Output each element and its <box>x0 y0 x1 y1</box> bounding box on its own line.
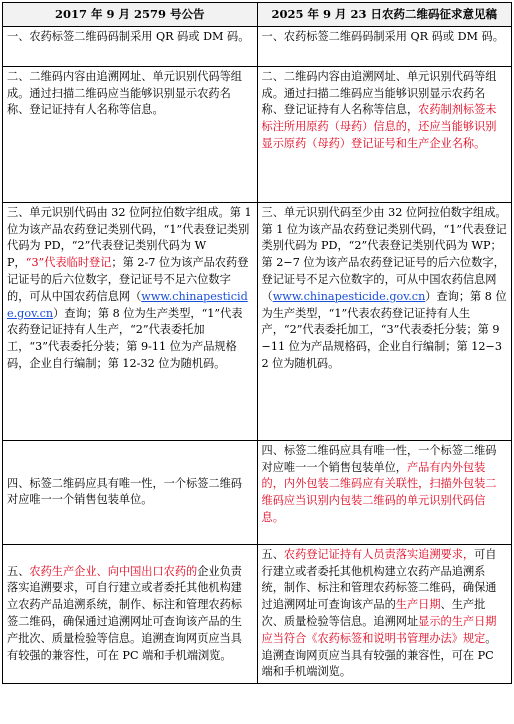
cell-text: 四、标签二维码应具有唯一性，一个标签二维码对应唯一一个销售包装单位。 <box>7 476 242 507</box>
cell-left <box>3 202 258 440</box>
comparison-table <box>2 2 512 684</box>
cell-text: ）查询；第 8 位为生产类型，“1”代表农药登记证持有人生产，“2”代表委托加工，“3”代表委托分装；第 9-11 位为产品规格码，企业自行编制；第 12-32 位为随机码。 <box>7 306 243 370</box>
cell-right <box>257 440 512 544</box>
cell-text: 。追溯查询网页应当具有较强的兼容性，可在 PC 端和手机端浏览。 <box>261 631 497 679</box>
cell-text: 一、农药标签二维码码制采用 QR 码或 DM 码。 <box>7 29 250 43</box>
cell-right <box>257 202 512 440</box>
cell-text: 三、单元识别代码至少由 32 位阿拉伯数字组成。第 1 位为该产品农药登记类别代码，“1”代表登记类别代码为 PD，“2”代表登记类别代码为 WP；第 2−7 位为该产品农药登记证号的后六位数字，登记证号不足六位数字的，可从中国农药信息网（ <box>261 205 507 303</box>
header-left: 2017 年 9 月 2579 号公告 <box>3 3 258 27</box>
cell-text: 一、农药标签二维码码制采用 QR 码或 DM 码。 <box>261 29 504 43</box>
table-row <box>3 26 512 66</box>
highlighted-text: 显示的生产日期应当符合《农药标签和说明书管理办法》规定 <box>261 614 497 645</box>
cell-text: 、生产批次、质量检验等信息。追溯网址 <box>261 598 486 628</box>
cell-text: 三、单元识别代码由 32 位阿拉伯数字组成。第 1 位为该产品农药登记类别代码，“1”代表登记类别代码为 PD，“2”代表登记类别代码为 WP， <box>7 205 252 270</box>
highlighted-text: 农药登记证持有人员责落实追溯要求， <box>283 547 475 561</box>
website-link[interactable]: www.chinapesticide.gov.cn <box>7 289 248 320</box>
table-row <box>3 440 512 544</box>
cell-left <box>3 440 258 544</box>
cell-right <box>257 66 512 202</box>
highlighted-text: 农药生产企业、向中国出口农药的 <box>29 564 198 578</box>
header-row <box>3 3 512 27</box>
cell-left <box>3 66 258 202</box>
highlighted-text: “3”代表临时登记 <box>25 256 112 270</box>
cell-text: ）查询；第 8 位为生产类型，“1”代表农药登记证持有人生产，“2”代表委托加工，“3”代表委托分装；第 9−11 位为产品规格码，企业自行编制；第 12−32 位为随机码。 <box>261 289 507 370</box>
header-right: 2025 年 9 月 23 日农药二维码征求意见稿 <box>257 3 512 27</box>
cell-text: 二、二维码内容由追溯网址、单元识别代码等组成。通过扫描二维码应当能够识别显示农药名称、登记证持有人名称等信息， <box>261 69 497 117</box>
cell-text: 二、二维码内容由追溯网址、单元识别代码等组成。通过扫描二维码应当能够识别显示农药名称、登记证持有人名称等信息。 <box>7 69 242 117</box>
cell-right <box>257 26 512 66</box>
cell-right <box>257 544 512 683</box>
cell-text: 四、标签二维码应具有唯一性，一个标签二维码对应唯一一个销售包装单位， <box>261 443 497 474</box>
highlighted-text: 农药制剂标签未标注所用原药（母药）信息的，还应当能够识别显示原药（母药）登记证号和生产企业名称。 <box>261 103 497 150</box>
cell-text: 五、 <box>7 564 30 578</box>
cell-text: 企业负责落实追溯要求，可自行建立或者委托其他机构建立农药产品追溯系统，制作、标注和管理农药标签二维码，确保通过追溯网址可查询该产品的生产批次、质量检验等信息。追溯查询网页应当具有较强的兼容性，可在 PC 端和手机端浏览。 <box>7 564 242 662</box>
highlighted-text: 产品有内外包装的，内外包装二维码应有关联性，扫描外包装二维码应当识别内包装二维码的单元识别代码信息。 <box>261 460 497 524</box>
cell-text: 可自行建立或者委托其他机构建立农药产品追溯系统，制作、标注和管理农药标签二维码，确保通过追溯网址可查询该产品的 <box>261 547 497 612</box>
cell-left <box>3 26 258 66</box>
website-link[interactable]: www.chinapesticide.gov.cn <box>272 289 426 303</box>
cell-text: 五、 <box>261 547 284 561</box>
cell-left <box>3 544 258 683</box>
table-row <box>3 544 512 683</box>
table-row <box>3 66 512 202</box>
highlighted-text: 生产日期 <box>395 598 441 612</box>
table-row <box>3 202 512 440</box>
cell-text: ；第 2-7 位为该产品农药登记证号的后六位数字，登记证号不足六位数字的，可从中国农药信息网（ <box>7 256 249 303</box>
